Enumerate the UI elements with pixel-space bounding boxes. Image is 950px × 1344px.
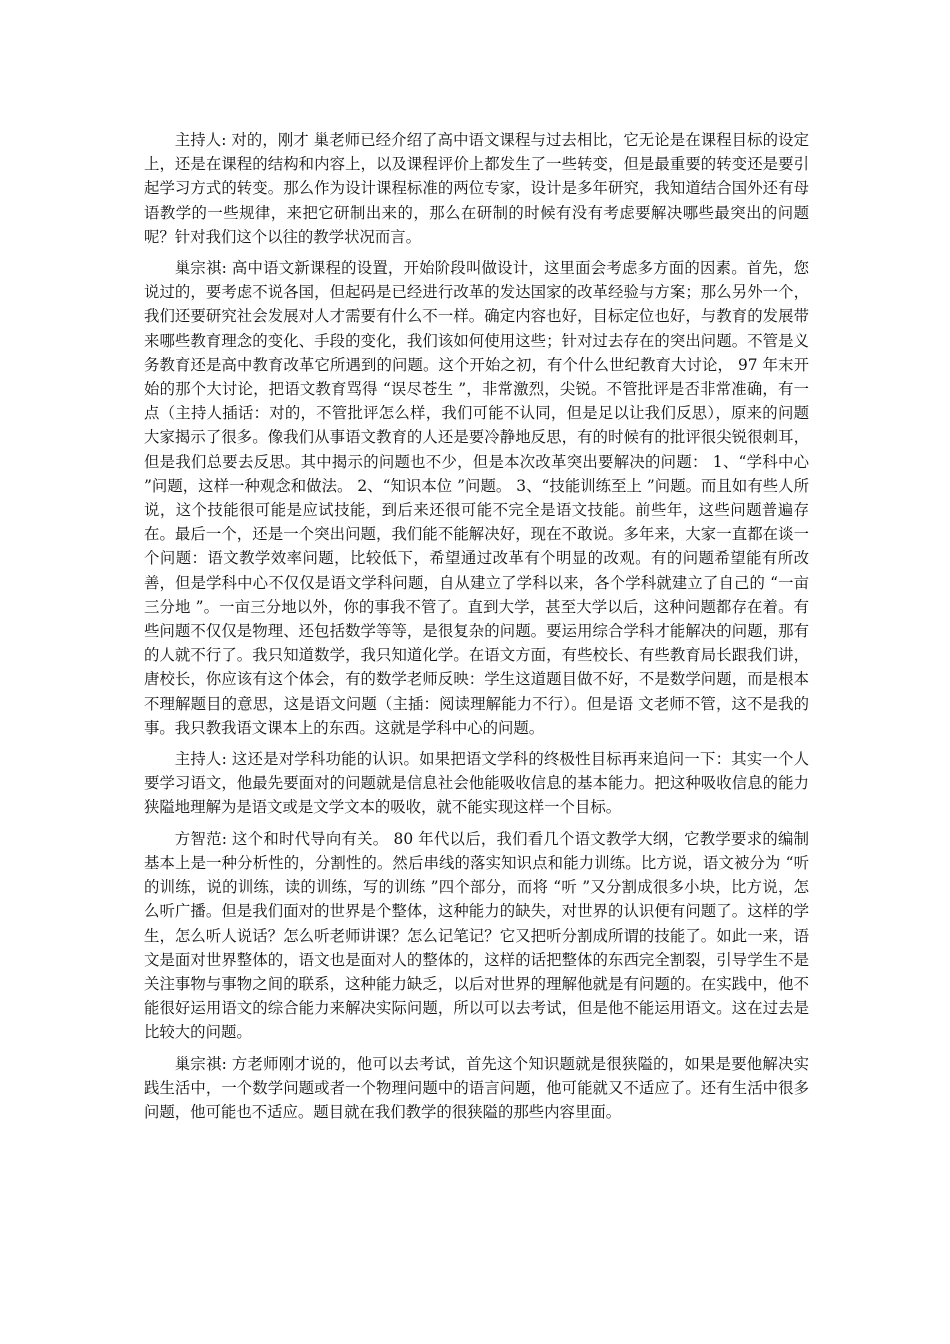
paragraph-chao-closing: 巢宗祺: 方老师刚才说的，他可以去考试，首先这个知识题就是很狭隘的，如果是要他解决实践生活中，一个数学问题或者一个物理问题中的语言问题，他可能就又不适应了。还有生活中很多问题，他可能也不适应。题目就在我们教学的很狭隘的那些内容里面。 xyxy=(144,1054,809,1121)
paragraph-host-intro: 主持人: 对的，刚才 巢老师已经介绍了高中语文课程与过去相比，它无论是在课程目标的设定上，还是在课程的结构和内容上，以及课程评价上都发生了一些转变，但是最重要的转变还是要引起学习方式的转变。那么作为设计课程标准的两位专家，设计是多年研究，我知道结合国外还有母语教学的一些规律，来把它研制出来的，那么在研制的时候有没有考虑要解决哪些最突出的问题呢？针对我们这个以往的教学状况而言。 xyxy=(144,131,809,246)
document-page xyxy=(144,128,809,1124)
paragraph-fang-response: 方智范: 这个和时代导向有关。 80 年代以后，我们看几个语文教学大纲，它教学要求的编制基本上是一种分析性的，分割性的。然后串线的落实知识点和能力训练。比方说，语文被分为 “听的训练，说的训练，读的训练，写的训练 ”四个部分，而将 “听 ”又分割成很多小块，比方说，怎么听广播。但是我们面对的世界是个整体，这种能力的缺失，对世界的认识便有问题了。这样的学生，怎么听人说话？怎么听老师讲课？怎么记笔记？它又把听分割成所谓的技能了。如此一来，语文是面对世界整体的，语文也是面对人的整体的，这样的话把整体的东西完全割裂，引导学生不是关注事物与事物之间的联系，这种能力缺乏，以后对世界的理解他就是有问题的。在实践中，他不能很好运用语文的综合能力来解决实际问题，所以可以去考试，但是他不能运用语文。这在过去是比较大的问题。 xyxy=(144,829,809,1042)
paragraph-host-followup: 主持人: 这还是对学科功能的认识。如果把语文学科的终极性目标再来追问一下：其实一个人要学习语文，他最先要面对的问题就是信息社会他能吸收信息的基本能力。把这种吸收信息的能力狭隘地理解为是语文或是文学文本的吸收，就不能实现这样一个目标。 xyxy=(144,750,809,817)
paragraph-chao-response: 巢宗祺: 高中语文新课程的设置，开始阶段叫做设计，这里面会考虑多方面的因素。首先，您说过的，要考虑不说各国，但起码是已经进行改革的发达国家的改革经验与方案；那么另外一个，我们还要研究社会发展对人才需要有什么不一样。确定内容也好，目标定位也好，与教育的发展带来哪些教育理念的变化、手段的变化，我们该如何使用这些；针对过去存在的突出问题。不管是义务教育还是高中教育改革它所遇到的问题。这个开始之初，有个什么世纪教育大讨论， 97 年末开始的那个大讨论，把语文教育骂得 “误尽苍生 ”，非常激烈，尖锐。不管批评是否非常准确，有一点（主持人插话：对的，不管批评怎么样，我们可能不认同，但是足以让我们反思），原来的问题大家揭示了很多。像我们从事语文教育的人还是要冷静地反思，有的时候有的批评很尖锐很刺耳，但是我们总要去反思。其中揭示的问题也不少，但是本次改革突出要解决的问题： 1、“学科中心 ”问题，这样一种观念和做法。 2、“知识本位 ”问题。 3、“技能训练至上 ”问题。而且如有些人所说，这个技能很可能是应试技能，到后来还很可能不完全是语文技能。前些年，这些问题普遍存在。最后一个，还是一个突出问题，我们能不能解决好，现在不敢说。多年来，大家一直都在谈一个问题：语文教学效率问题，比较低下，希望通过改革有个明显的改观。有的问题希望能有所改善，但是学科中心不仅仅是语文学科问题，自从建立了学科以来，各个学科就建立了自己的 “一亩三分地 ”。一亩三分地以外，你的事我不管了。直到大学，甚至大学以后，这种问题都存在着。有些问题不仅仅是物理、还包括数学等等，是很复杂的问题。要运用综合学科才能解决的问题，那有的人就不行了。我只知道数学，我只知道化学。在语文方面，有些校长、有些教育局长跟我们讲，唐校长，你应该有这个体会，有的数学老师反映：学生这道题目做不好，不是数学问题，而是根本不理解题目的意思，这是语文问题（主插：阅读理解能力不行）。但是语 文老师不管，这不是我的事。我只教我语文课本上的东西。这就是学科中心的问题。 xyxy=(144,259,809,737)
